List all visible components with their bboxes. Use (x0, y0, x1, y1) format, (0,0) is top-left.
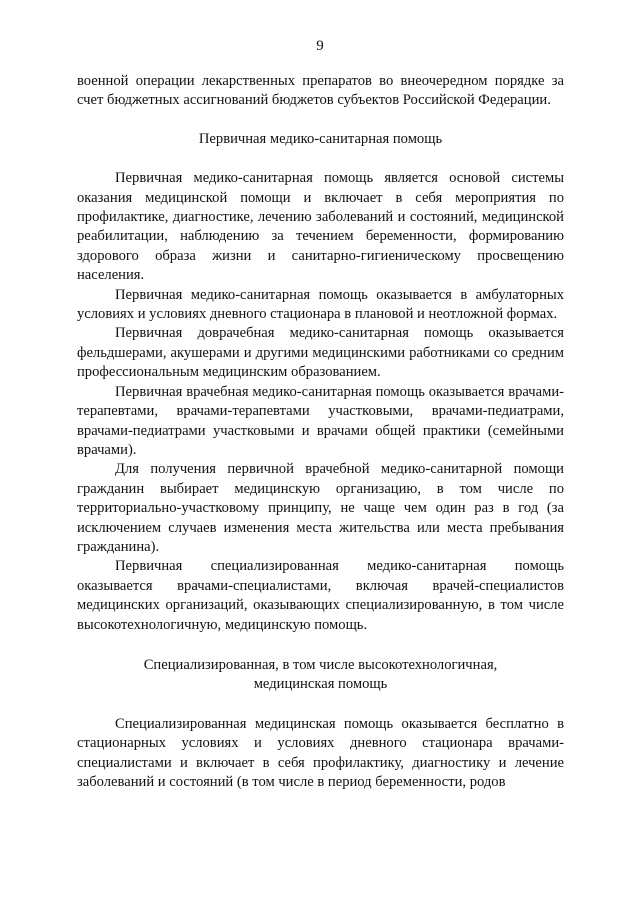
paragraph: Первичная доврачебная медико-санитарная помощь оказывается фельдшерами, акушерами и другими медицинскими работниками со средним профессиональным медицинским образованием. (77, 325, 564, 381)
intro-paragraph: военной операции лекарственных препаратов во внеочередном порядке за счет бюджетных ассигнований бюджетов субъектов Российской Федерации. (77, 73, 564, 109)
heading-line-2: медицинская помощь (253, 676, 388, 693)
document-body (77, 72, 564, 792)
page-number: 9 (316, 38, 324, 54)
heading-line-1: Специализированная, в том числе высокотехнологичная, (143, 656, 498, 673)
paragraph: Специализированная медицинская помощь оказывается бесплатно в стационарных условиях и условиях дневного стационара врачами-специалистами и включает в себя профилактику, диагностику и лечение заболеваний и состояний (в том числе в период беременности, родов (77, 715, 564, 790)
paragraph: Первичная специализированная медико-санитарная помощь оказывается врачами-специалистами, включая врачей-специалистов медицинских организаций, оказывающих специализированную, в том числе высокотехнологичную, медицинскую помощь. (77, 558, 564, 633)
paragraph: Первичная врачебная медико-санитарная помощь оказывается врачами-терапевтами, врачами-терапевтами участковыми, врачами-педиатрами, врачами-педиатрами участковыми и врачами общей практики (семейными врачами). (77, 383, 564, 458)
paragraph: Первичная медико-санитарная помощь оказывается в амбулаторных условиях и условиях дневного стационара в плановой и неотложной формах. (77, 286, 564, 323)
section-heading-primary-care: Первичная медико-санитарная помощь (198, 130, 443, 147)
paragraph: Первичная медико-санитарная помощь является основой системы оказания медицинской помощи и включает в себя мероприятия по профилактике, диагностике, лечению заболеваний и состояний, медицинской реабилитации, наблюдению за течением беременности, формированию здорового образа жизни и санитарно-гигиеническому просвещению населения. (77, 170, 564, 284)
section-heading-specialized-care (77, 656, 564, 695)
paragraph: Для получения первичной врачебной медико-санитарной помощи гражданин выбирает медицинскую организацию, в том числе по территориально-участковому принципу, не чаще чем один раз в год (за исключением случаев изменения места жительства или места пребывания гражданина). (77, 461, 564, 555)
